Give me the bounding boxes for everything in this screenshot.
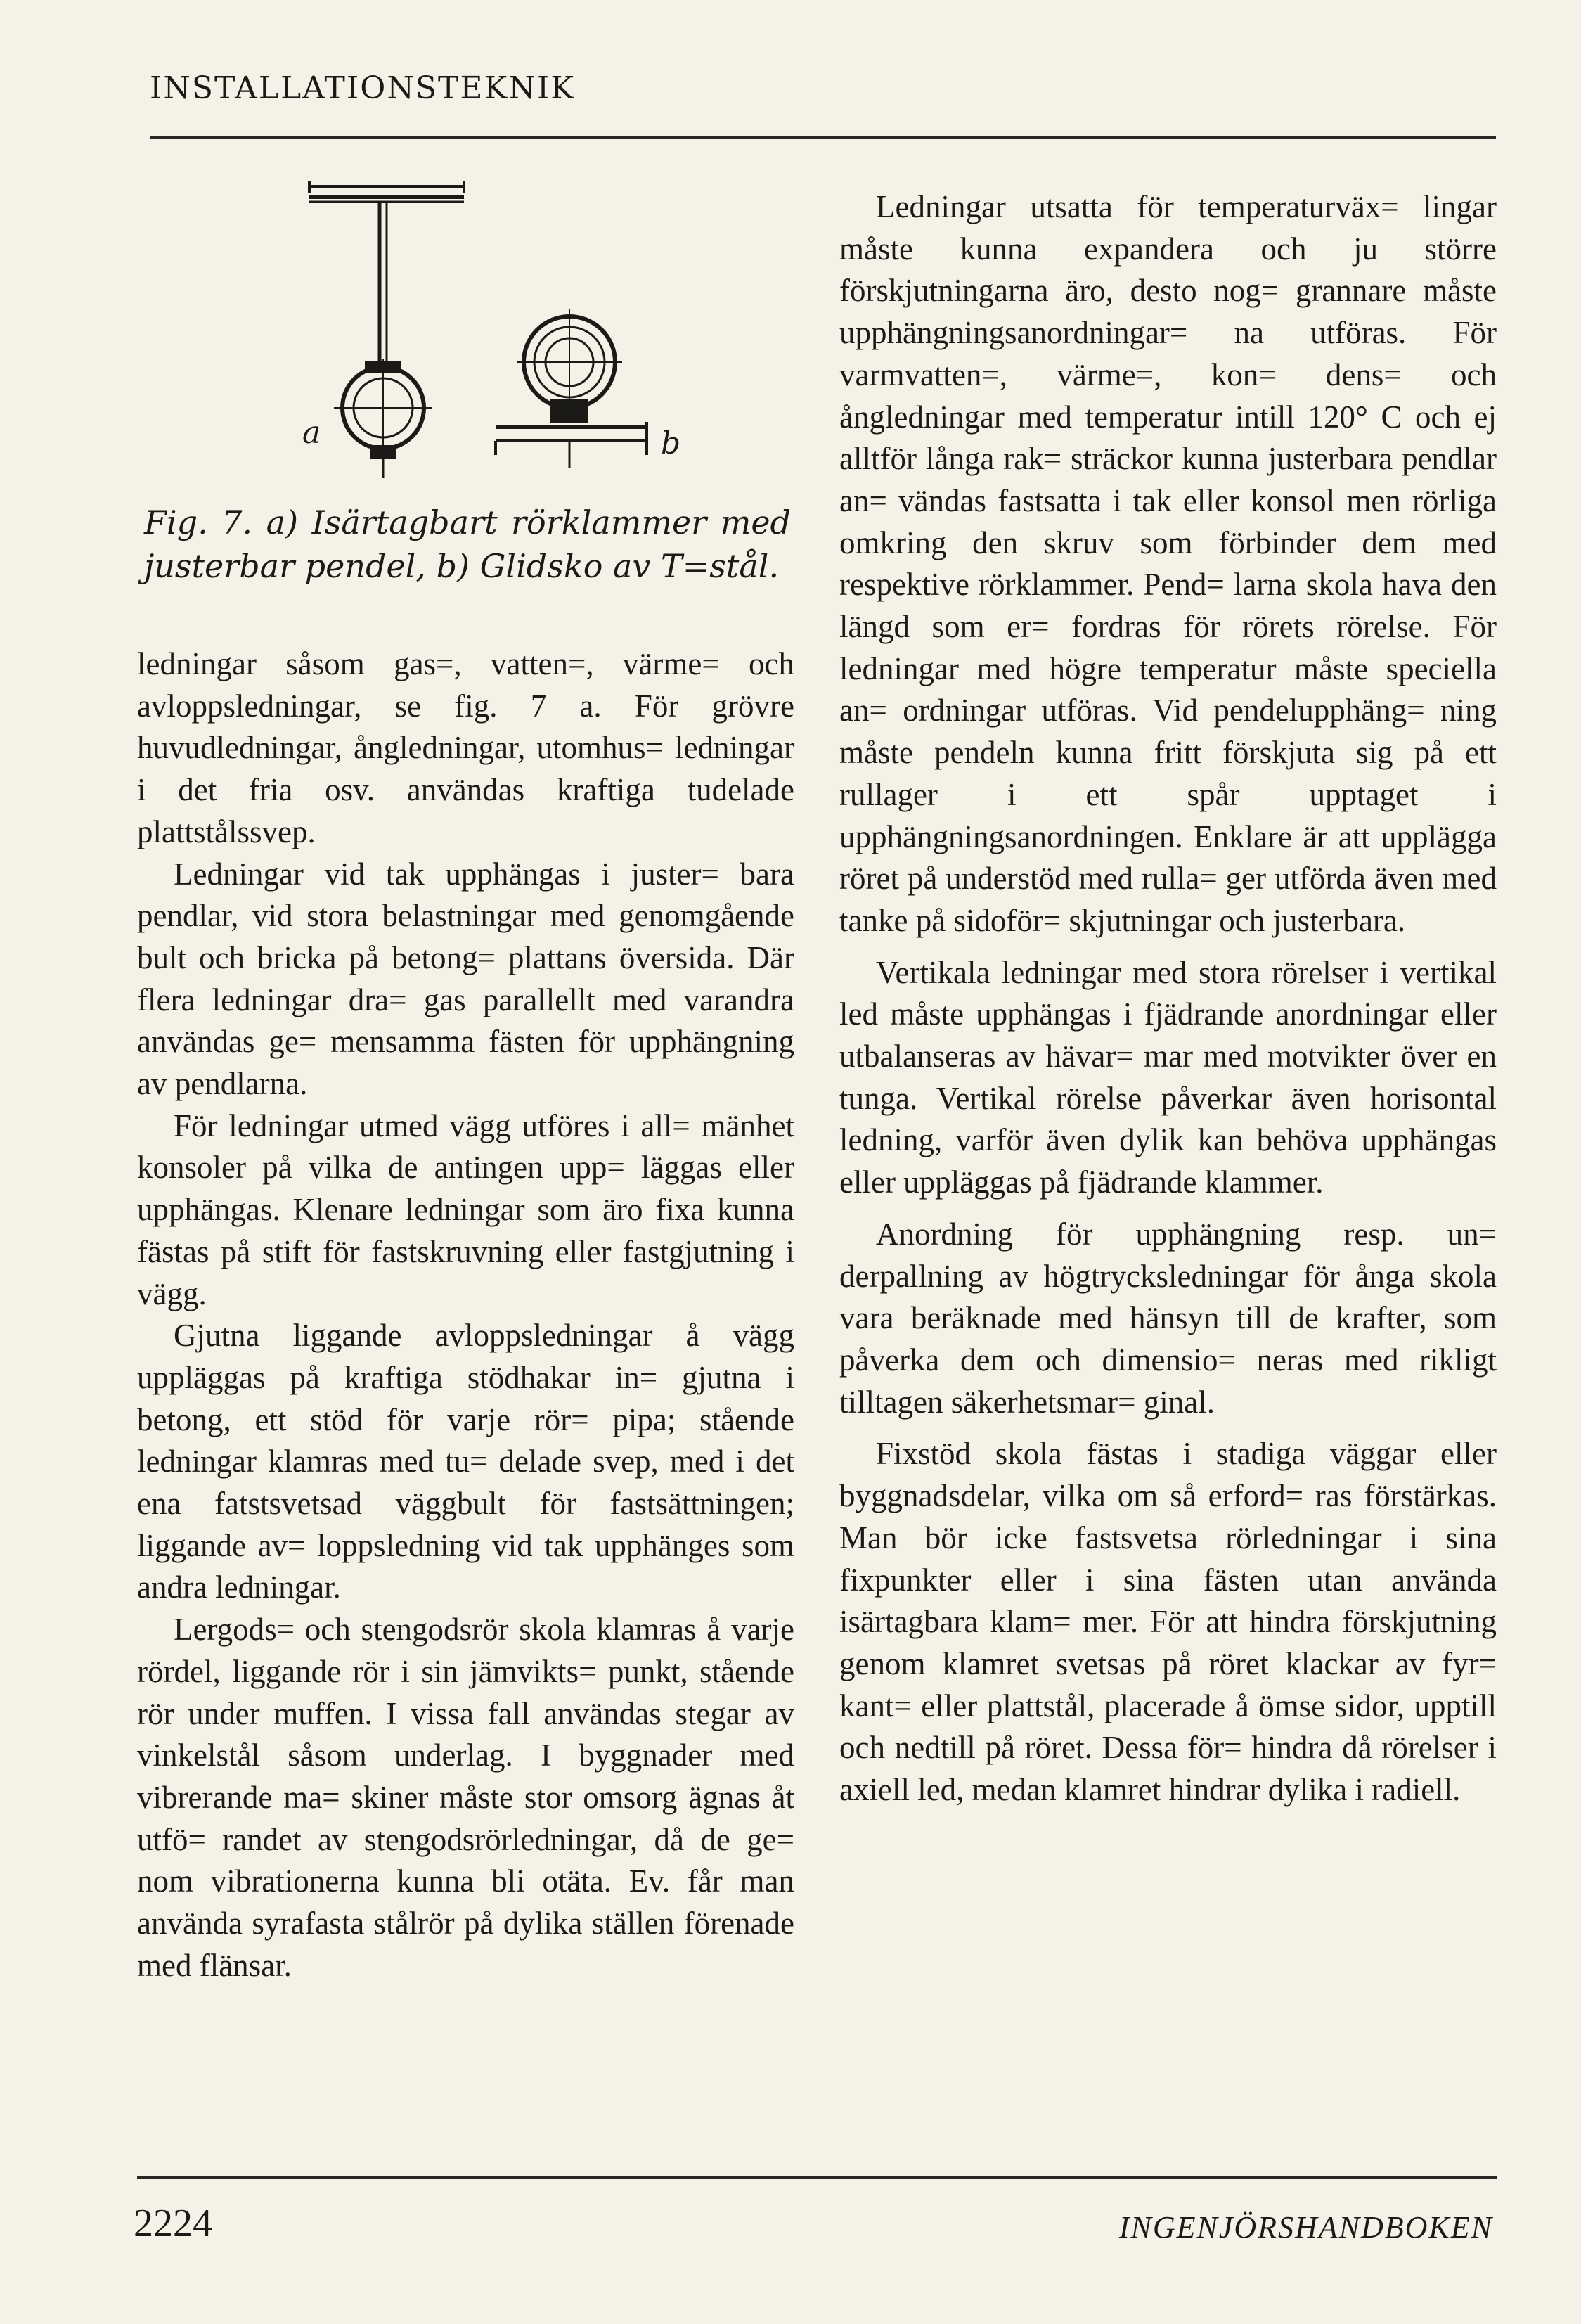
figure-caption: Fig. 7. a) Isärtagbart rörklammer med justerbar pendel, b) Glidsko av T=stål.	[144, 503, 791, 585]
paragraph: Lergods= och stengodsrör skola klamras å varje rördel, liggande rör i sin jämvikts= punkt, stående rör under muffen. I vissa fall användas stegar av vinkelstål såsom underlag. I byggnader med vibrerande ma= skiner måste stor omsorg ägnas åt utfö= randet av stengodsrörledningar, då de ge= nom vibrationerna kunna bli otäta. Ev. får man använda syrafasta stålrör på dylika ställen förenade med flänsar.	[137, 1612, 794, 1983]
page-number: 2224	[134, 2202, 212, 2245]
paragraph: ledningar såsom gas=, vatten=, värme= och avloppsledningar, se fig. 7 a. För grövre huvudledningar, ångledningar, utomhus= ledningar i det fria osv. användas kraftiga tudelade plattstålssvep.	[137, 646, 794, 849]
running-title: INSTALLATIONSTEKNIK	[150, 70, 576, 106]
paragraph: Fixstöd skola fästas i stadiga väggar eller byggnadsdelar, vilka om så erford= ras förstärkas. Man bör icke fastsvetsa rörledningar i sina fixpunkter eller i sina fästen utan använda isärtagbara klam= mer. För att hindra förskjutning genom klamret svetsas på röret klackar av fyr= kant= eller plattstål, placerade å ömse sidor, upptill och nedtill på röret. Dessa för= hindra då rörelser i axiell led, medan klamret hindrar dylika i radiell.	[839, 1436, 1497, 1808]
right-column	[839, 186, 1497, 1811]
paragraph: Anordning för upphängning resp. un= derpallning av högtrycksledningar för ånga skola vara beräknade med hänsyn till de krafter, som påverka dem och dimensio= neras med rikligt tilltagen säkerhetsmar= ginal.	[839, 1216, 1497, 1420]
paragraph: Gjutna liggande avloppsledningar å vägg uppläggas på kraftiga stödhakar in= gjutna i betong, ett stöd för varje rör= pipa; stående ledningar klamras med tu= delade svep, med i det ena fatstsvetsad väggbult för fastsättningen; liggande av= loppsledning vid tak upphänges som andra ledningar.	[137, 1318, 794, 1605]
left-column	[137, 643, 794, 1987]
paragraph: Ledningar vid tak upphängas i juster= bara pendlar, vid stora belastningar med genomgående bult och bricka på betong= plattans översida. Där flera ledningar dra= gas parallellt med varandra användas ge= mensamma fästen för upphängning av pendlarna.	[137, 856, 794, 1102]
ceiling-plate-a	[309, 181, 464, 202]
paragraph: Ledningar utsatta för temperaturväx= lingar måste kunna expandera och ju större förskjutningarna äro, desto nog= grannare måste upphängningsanordningar= na utföras. För varmvatten=, värme=, kon= dens= och ångledningar med temperatur intill 120° C och ej alltför långa rak= sträckor kunna justerbara pendlar an= vändas fastsatta i tak eller konsol men rörliga omkring den skruv som förbinder dem med respektive rörklammer. Pend= larna skola hava den längd som er= fordras för rörets rörelse. För ledningar med högre temperatur måste speciella an= ordningar utföras. Vid pendelupphäng= ning måste pendeln kunna fritt förskjuta sig på ett rullager i ett spår upptaget i upphängningsanordningen. Enklare är att upplägga röret på understöd med rulla= ger utförda även med tanke på sidoför= skjutningar och justerbara.	[839, 189, 1497, 938]
footer-rule	[137, 2176, 1497, 2179]
paragraph: För ledningar utmed vägg utföres i all= mänhet konsoler på vilka de antingen upp= läggas eller upphängas. Klenare ledningar som äro fixa kunna fästas på stift för fastskruvning eller fastgjutning i vägg.	[137, 1108, 794, 1311]
paragraph: Vertikala ledningar med stora rörelser i vertikal led måste upphängas i fjädrande anordningar eller utbalanseras av hävar= mar med motvikter över en tunga. Vertikal rörelse påverkar även horisontal ledning, varför även dylik kan behöva upphängas eller uppläggas på fjädrande klammer.	[839, 954, 1497, 1200]
figure-label-b: b	[661, 425, 681, 461]
figure-7	[144, 165, 805, 496]
book-title: INGENJÖRSHANDBOKEN	[1118, 2210, 1493, 2245]
figure-label-a: a	[302, 415, 321, 451]
header-rule	[150, 136, 1496, 139]
pipe-clamp-drawing	[144, 165, 805, 496]
